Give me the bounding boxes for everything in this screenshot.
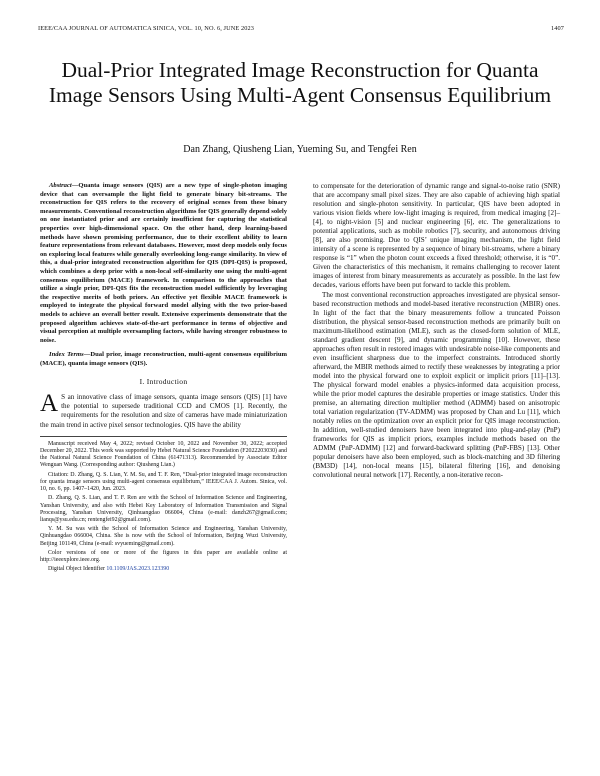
body-paragraph-1: to compensate for the deterioration of dynamic range and signal-to-noise ratio (SNR) that are accompany small pixel sizes. They are also capable of achieving high spatial resolution and single-photon sensitivity. In particular, QIS have been adopted in various vision fields where low-light imaging is required, from medical imaging [2]–[4], to night-vision [5] and nuclear engineering [6], etc. The generalizations to potential applications, such as mobile robotics [7], security, and autonomous driving [8], are also promising. Due to QIS’ unique imaging mechanism, the light field intensity of a scene is represented by a sequence of binary bit-streams, where a binary response is “1” when the photon count exceeds a fixed threshold; otherwise, it is “0”. Given the characteristics of this mechanism, it remains challenging to recover latent images of interest from binary measurements as accurately as possible. In the last few decades, various efforts have been put forward to tackle this problem. xyxy=(313,182,560,289)
author-list: Dan Zhang, Qiusheng Lian, Yueming Su, and Tengfei Ren xyxy=(183,144,417,155)
abstract xyxy=(40,182,287,345)
drop-cap: A xyxy=(40,390,59,418)
page-number: 1407 xyxy=(551,25,564,32)
intro-text: S an innovative class of image sensors, quanta image sensors (QIS) [1] have the potential to supersede traditional CCD and CMOS [1]. Recently, the requirements for the resolution and size of cameras have made miniaturization the main trend in active pixel sensor technologies. QIS have the ability xyxy=(40,393,287,429)
footnote-manuscript: Manuscript received May 4, 2022; revised October 10, 2022 and November 30, 2022; accepted December 20, 2022. This work was supported by Hebei Natural Science Foundation (F2022203030) and the National Natural Science Foundation of China (61471313). Recommended by Associate Editor Wenguan Wang. (Corresponding author: Qiusheng Lian.) xyxy=(40,440,287,469)
journal-name: IEEE/CAA JOURNAL OF AUTOMATICA SINICA, VOL. 10, NO. 6, JUNE 2023 xyxy=(38,25,255,32)
running-header xyxy=(38,25,564,32)
body-paragraph-2: The most conventional reconstruction approaches investigated are physical sensor-based reconstruction methods and model-based iterative reconstruction (MBIR) ones. In light of the fact that the binary measurements follow a truncated Poisson distribution, the physical sensor-based reconstruction methods are primarily built on maximum-likelihood estimation (MLE), such as the closed-form solution of MLE, standard gradient descent [9], and dynamic programming [10]. However, these approaches often result in restored images with undesirable noise-like components and even insufficient sharpness due to the imperfect constraints. Introduced shortly afterward, the MBIR methods aimed to rectify these weaknesses by integrating a prior model into the physical forward one to exploit explicit or implicit priors [11]–[13]. The physical forward model enables a physics-informed data acquisition process, while the prior model captures the desirable properties or image statistics. Under this premise, an alternating direction multiplier method (ADMM) based on anisotropic total variation regularization (TV-ADMM) was proposed by Chan and Lu [11], which notably relies on the optimization over an explicit prior for QIS image reconstruction. In addition, well-studied denoisers have been integrated into plug-and-play (PnP) frameworks for QIS as implicit priors, examples include methods based on the ADMM (PnP-ADMM) [12] and forward-backward splitting (PnP-FBS) [13]. Other popular denoisers have also been employed, such as block-matching and 3D filtering (BM3D) [14], non-local means [15], bilateral filtering [16], and denoising convolutional neural network [17]. Recently, a non-iterative recon- xyxy=(313,291,560,479)
footnote-color: Color versions of one or more of the figures in this paper are available online at http://ieeexplore.ieee.org. xyxy=(40,549,287,563)
footnote-rule xyxy=(40,436,287,437)
footnote-affiliation-su: Y. M. Su was with the School of Information Science and Engineering, Yanshan University, Qinhuangdao 066004, China. She is now with the School of Information, Beijing Wuzi University, Beijing 101149, China (e-mail: svyueming@gmail.com). xyxy=(40,526,287,547)
intro-paragraph xyxy=(40,390,287,430)
index-terms xyxy=(40,351,287,368)
abstract-text: —Quanta image sensors (QIS) are a new type of single-photon imaging device that can oversample the light field to generate binary bit-streams. The reconstruction for QIS refers to the recovery of original scenes from these binary measurements. Conventional reconstruction algorithms for QIS generally depend solely on one instantiated prior and are certainly insufficient for capturing the statistical properties over high-dimensional space. On the other hand, deep learning-based methods have shown promising performance, due to their excellent ability to learn feature representations from relevant databases. However, most deep models only focus on exploring local features while generally overlooking long-range similarity. In view of this, a dual-prior integrated reconstruction algorithm for QIS (DPI-QIS) is proposed, which combines a deep prior with a non-local self-similarity one using the multi-agent consensus equilibrium (MACE) framework. In comparison to the approaches that utilize a single prior, DPI-QIS fits the reconstruction model sufficiently by leveraging the respective merits of both priors. An effective yet flexible MACE framework is employed to integrate the physical forward model allying with the two prior-based models to achieve an overall better result. Extensive experiments demonstrate that the proposed algorithm achieves state-of-the-art performance in terms of objective and visual perception at multiple oversampling factors, while having stronger robustness to noise. xyxy=(40,182,287,344)
left-column xyxy=(40,182,287,575)
doi-line xyxy=(40,566,287,573)
right-column xyxy=(313,182,560,481)
footnote-affiliation: D. Zhang, Q. S. Lian, and T. F. Ren are with the School of Information Science and Engineering, Yanshan University, and also with Hebei Key Laboratory of Information Transmission and Signal Processing, Yanshan University, Qinhuangdao 066004, China (e-mail: danzh267@gmail.com; lianqs@ysu.edu.cn; rentengfei92@gmail.com). xyxy=(40,495,287,523)
abstract-label: Abstract xyxy=(49,182,72,189)
doi-label: Digital Object Identifier xyxy=(48,566,105,573)
index-terms-label: Index Terms xyxy=(49,351,84,359)
section-heading: I. Introduction xyxy=(139,377,188,387)
paper-title: Dual-Prior Integrated Image Reconstruction for Quanta Image Sensors Using Multi-Agent Consensus Equilibrium xyxy=(48,58,552,107)
doi-link[interactable]: 10.1109/JAS.2023.123390 xyxy=(106,566,170,573)
footnote-citation: Citation: D. Zhang, Q. S. Lian, Y. M. Su, and T. F. Ren, “Dual-prior integrated image reconstruction for quanta image sensors using multi-agent consensus equilibrium,” IEEE/CAA J. Autom. Sinica, vol. 10, no. 6, pp. 1407–1420, Jun. 2023. xyxy=(40,471,287,493)
index-terms-text: —Dual prior, image reconstruction, multi-agent consensus equilibrium (MACE), quanta image sensors (QIS). xyxy=(40,351,288,367)
